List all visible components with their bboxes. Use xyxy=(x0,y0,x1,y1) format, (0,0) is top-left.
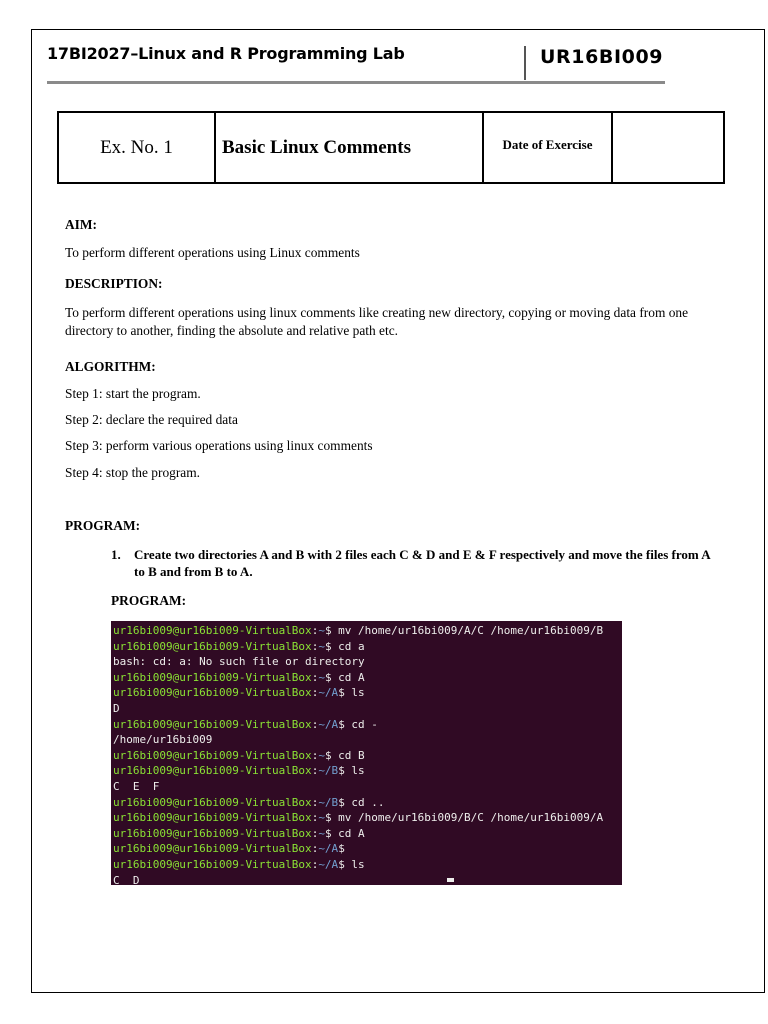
terminal-user-host: ur16bi009@ur16bi009-VirtualBox xyxy=(113,764,312,778)
algorithm-step: Step 2: declare the required data xyxy=(65,412,238,427)
terminal-line xyxy=(113,763,622,779)
terminal-path: ~/B xyxy=(318,795,339,809)
terminal-prompt-symbol: $ xyxy=(324,811,332,825)
terminal-prompt-symbol: $ xyxy=(324,639,332,653)
terminal-line xyxy=(113,810,622,826)
terminal-command: mv /home/ur16bi009/A/C /home/ur16bi009/B xyxy=(331,624,604,637)
terminal-path: ~ xyxy=(318,826,325,840)
terminal-command: cd B xyxy=(331,748,365,762)
header-divider-vertical xyxy=(524,46,526,80)
terminal-command: mv /home/ur16bi009/B/C /home/ur16bi009/A xyxy=(331,811,604,825)
algorithm-step: Step 1: start the program. xyxy=(65,386,201,401)
terminal-line xyxy=(113,623,622,639)
exercise-info-table xyxy=(57,111,725,184)
algorithm-heading: ALGORITHM: xyxy=(65,359,156,374)
terminal-separator: : xyxy=(311,795,319,809)
terminal-command: ls xyxy=(344,764,365,778)
terminal-output: /home/ur16bi009 xyxy=(113,733,213,747)
terminal-line xyxy=(113,717,622,733)
terminal-path: ~/A xyxy=(318,686,339,700)
terminal-command: cd .. xyxy=(344,795,385,809)
terminal-line xyxy=(113,639,622,655)
terminal-path: ~ xyxy=(318,624,325,637)
terminal-separator: : xyxy=(311,826,319,840)
date-label: Date of Exercise xyxy=(483,112,612,183)
terminal-screenshot xyxy=(111,621,622,885)
terminal-line xyxy=(113,748,622,764)
terminal-user-host: ur16bi009@ur16bi009-VirtualBox xyxy=(113,717,312,731)
terminal-prompt-symbol: $ xyxy=(338,686,345,700)
terminal-user-host: ur16bi009@ur16bi009-VirtualBox xyxy=(113,857,312,871)
terminal-user-host: ur16bi009@ur16bi009-VirtualBox xyxy=(113,811,312,825)
terminal-line xyxy=(113,732,622,748)
program-task-item xyxy=(111,546,711,580)
terminal-line xyxy=(113,826,622,842)
terminal-prompt-symbol: $ xyxy=(338,857,345,871)
terminal-command: cd A xyxy=(331,670,365,684)
terminal-output: C D xyxy=(113,873,140,885)
terminal-command: cd a xyxy=(331,639,365,653)
program-task-number: 1. xyxy=(111,547,121,562)
terminal-cursor xyxy=(447,878,454,882)
terminal-user-host: ur16bi009@ur16bi009-VirtualBox xyxy=(113,795,312,809)
terminal-prompt-symbol: $ xyxy=(338,717,345,731)
terminal-prompt-symbol: $ xyxy=(338,795,345,809)
date-value xyxy=(612,112,724,183)
terminal-user-host: ur16bi009@ur16bi009-VirtualBox xyxy=(113,842,312,856)
exercise-number: Ex. No. 1 xyxy=(58,112,215,183)
terminal-line xyxy=(113,795,622,811)
terminal-line xyxy=(113,841,622,857)
terminal-prompt-symbol: $ xyxy=(338,842,345,856)
terminal-user-host: ur16bi009@ur16bi009-VirtualBox xyxy=(113,670,312,684)
terminal-prompt-symbol: $ xyxy=(324,670,332,684)
terminal-separator: : xyxy=(311,764,319,778)
terminal-command: cd - xyxy=(344,717,378,731)
program-subheading: PROGRAM: xyxy=(111,593,187,608)
description-heading: DESCRIPTION: xyxy=(65,276,163,291)
register-number: UR16BI009 xyxy=(540,46,664,68)
terminal-line xyxy=(113,670,622,686)
terminal-user-host: ur16bi009@ur16bi009-VirtualBox xyxy=(113,826,312,840)
terminal-prompt-symbol: $ xyxy=(338,764,345,778)
algorithm-step: Step 3: perform various operations using linux comments xyxy=(65,438,373,453)
terminal-prompt-symbol: $ xyxy=(324,826,332,840)
terminal-prompt-symbol: $ xyxy=(324,624,332,637)
exercise-title: Basic Linux Comments xyxy=(215,112,483,183)
description-text: To perform different operations using linux comments like creating new directory, copying or moving data from one directory to another, finding the absolute and relative path etc. xyxy=(65,305,689,338)
terminal-command: cd A xyxy=(331,826,365,840)
terminal-path: ~/A xyxy=(318,857,339,871)
terminal-line xyxy=(113,685,622,701)
terminal-user-host: ur16bi009@ur16bi009-VirtualBox xyxy=(113,748,312,762)
terminal-separator: : xyxy=(311,670,319,684)
terminal-line xyxy=(113,654,622,670)
terminal-separator: : xyxy=(311,686,319,700)
program-task-text: Create two directories A and B with 2 files each C & D and E & F respectively and move the files from A to B and from B to A. xyxy=(134,547,710,579)
terminal-path: ~ xyxy=(318,639,325,653)
terminal-separator: : xyxy=(311,624,319,637)
terminal-line xyxy=(113,701,622,717)
terminal-command: ls xyxy=(344,686,365,700)
terminal-user-host: ur16bi009@ur16bi009-VirtualBox xyxy=(113,639,312,653)
terminal-separator: : xyxy=(311,639,319,653)
terminal-separator: : xyxy=(311,857,319,871)
program-heading: PROGRAM: xyxy=(65,518,141,533)
terminal-line xyxy=(113,779,622,795)
terminal-command: ls xyxy=(344,857,365,871)
terminal-path: ~/B xyxy=(318,764,339,778)
terminal-path: ~ xyxy=(318,811,325,825)
terminal-output: C E F xyxy=(113,779,160,793)
terminal-prompt-symbol: $ xyxy=(324,748,332,762)
terminal-separator: : xyxy=(311,842,319,856)
terminal-path: ~ xyxy=(318,670,325,684)
terminal-output: bash: cd: a: No such file or directory xyxy=(113,655,365,669)
terminal-separator: : xyxy=(311,811,319,825)
terminal-path: ~/A xyxy=(318,717,339,731)
terminal-path: ~/A xyxy=(318,842,339,856)
terminal-user-host: ur16bi009@ur16bi009-VirtualBox xyxy=(113,686,312,700)
algorithm-step: Step 4: stop the program. xyxy=(65,465,201,480)
terminal-line xyxy=(113,873,622,886)
terminal-path: ~ xyxy=(318,748,325,762)
aim-text: To perform different operations using Linux comments xyxy=(65,245,360,260)
terminal-separator: : xyxy=(311,717,319,731)
header-rule xyxy=(47,81,665,84)
terminal-user-host: ur16bi009@ur16bi009-VirtualBox xyxy=(113,624,312,637)
terminal-line xyxy=(113,857,622,873)
course-title: 17BI2027–Linux and R Programming Lab xyxy=(47,44,405,63)
terminal-output: D xyxy=(113,701,120,715)
terminal-separator: : xyxy=(311,748,319,762)
aim-heading: AIM: xyxy=(65,217,97,232)
